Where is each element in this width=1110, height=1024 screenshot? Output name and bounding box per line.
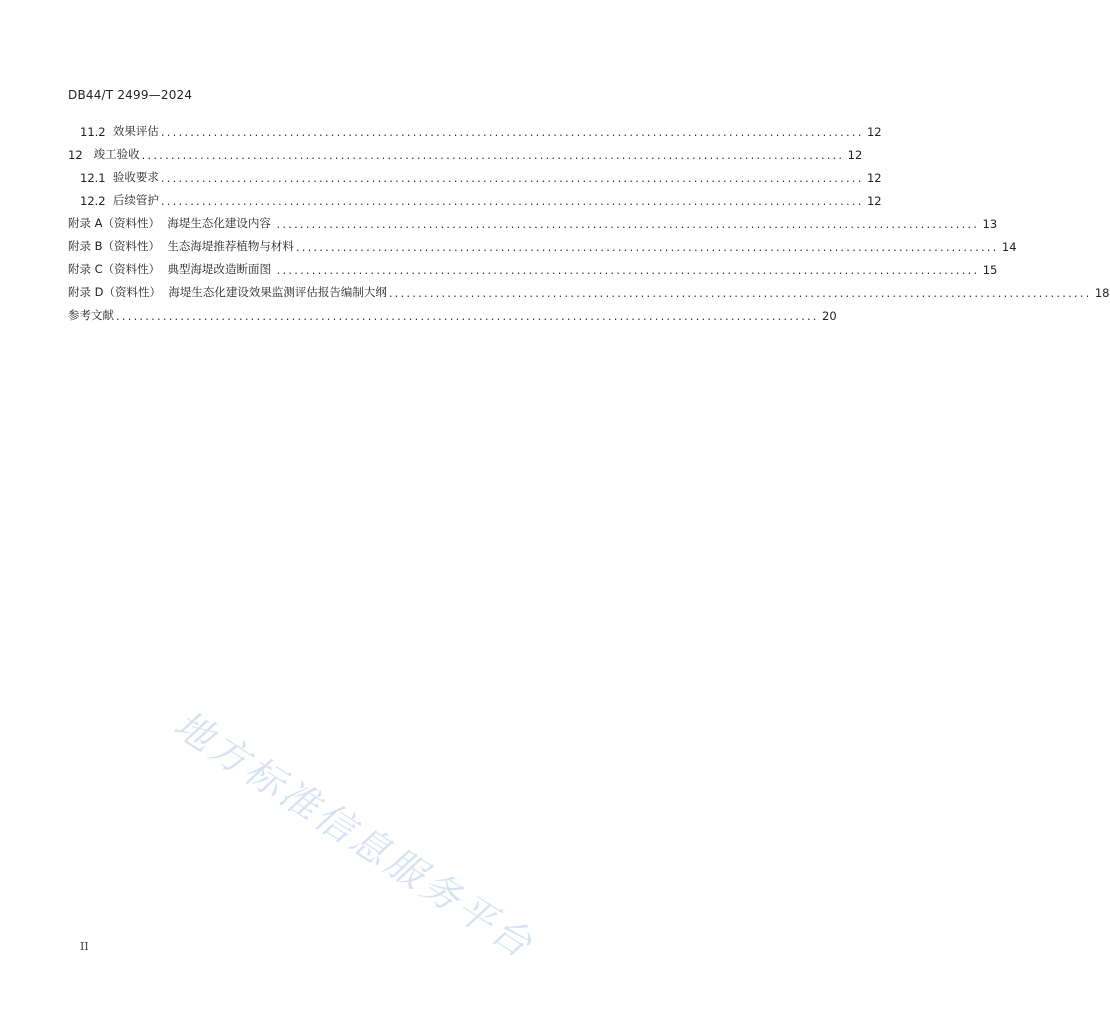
toc-entry-title: 后续管护 [112,193,159,207]
toc-entry[interactable] [68,277,1110,300]
toc-entry-page: 12 [866,125,882,139]
toc-leader-dots: ........................................................................................................................ [276,263,980,277]
toc-entry[interactable] [68,139,863,162]
toc-entry-title: 参考文献 [68,308,114,322]
toc-entry-page: 12 [866,194,882,208]
toc-entry[interactable] [68,300,837,323]
toc-entry-page: 14 [1001,240,1017,254]
toc-leader-dots: ........................................................................................................................ [160,194,864,208]
toc-entry-number: 11.2 [80,125,106,139]
document-code: DB44/T 2499—2024 [68,88,193,102]
toc-entry-number: 附录 C（资料性） [68,262,161,276]
toc-entry-title: 生态海堤推荐植物与材料 [167,239,294,253]
watermark-text: 地方标准信息服务平台 [166,701,543,968]
toc-entry[interactable] [68,231,1017,254]
toc-entry-page: 13 [982,217,998,231]
toc-leader-dots: ........................................................................................................................ [295,240,999,254]
toc-entry[interactable] [68,116,882,139]
toc-entry-title: 效果评估 [112,124,159,138]
toc-leader-dots: ........................................................................................................................ [116,309,819,323]
toc-entry-page: 20 [822,309,837,323]
toc-entry-title: 海堤生态化建设效果监测评估报告编制大纲 [168,285,387,299]
toc-entry-page: 12 [866,171,882,185]
toc-entry-title: 验收要求 [112,170,159,184]
toc-entry-page: 15 [982,263,998,277]
toc-entry[interactable] [68,254,998,277]
page-number: II [80,940,89,953]
toc-entry-page: 12 [847,148,863,162]
toc-entry-title: 竣工验收 [93,147,140,161]
toc-entry-number: 12.2 [80,194,106,208]
toc-leader-dots: ........................................................................................................................ [160,125,864,139]
toc-entry-number: 附录 D（资料性） [68,285,162,299]
toc-entry-number: 附录 B（资料性） [68,239,161,253]
toc-entry-title: 海堤生态化建设内容 [167,216,271,230]
toc-entry-number: 12 [68,148,83,162]
toc-entry[interactable] [68,185,882,208]
toc-entry[interactable] [68,162,882,185]
toc-entry-title: 典型海堤改造断面图 [167,262,271,276]
toc-entry-number: 12.1 [80,171,106,185]
toc-leader-dots: ........................................................................................................................ [276,217,980,231]
toc-entry-number: 附录 A（资料性） [68,216,161,230]
toc-entry-page: 18 [1094,286,1110,300]
toc-leader-dots: ........................................................................................................................ [160,171,864,185]
table-of-contents [68,116,1110,323]
toc-entry[interactable] [68,208,998,231]
toc-leader-dots: ........................................................................................................................ [388,286,1092,300]
toc-leader-dots: ........................................................................................................................ [141,148,845,162]
